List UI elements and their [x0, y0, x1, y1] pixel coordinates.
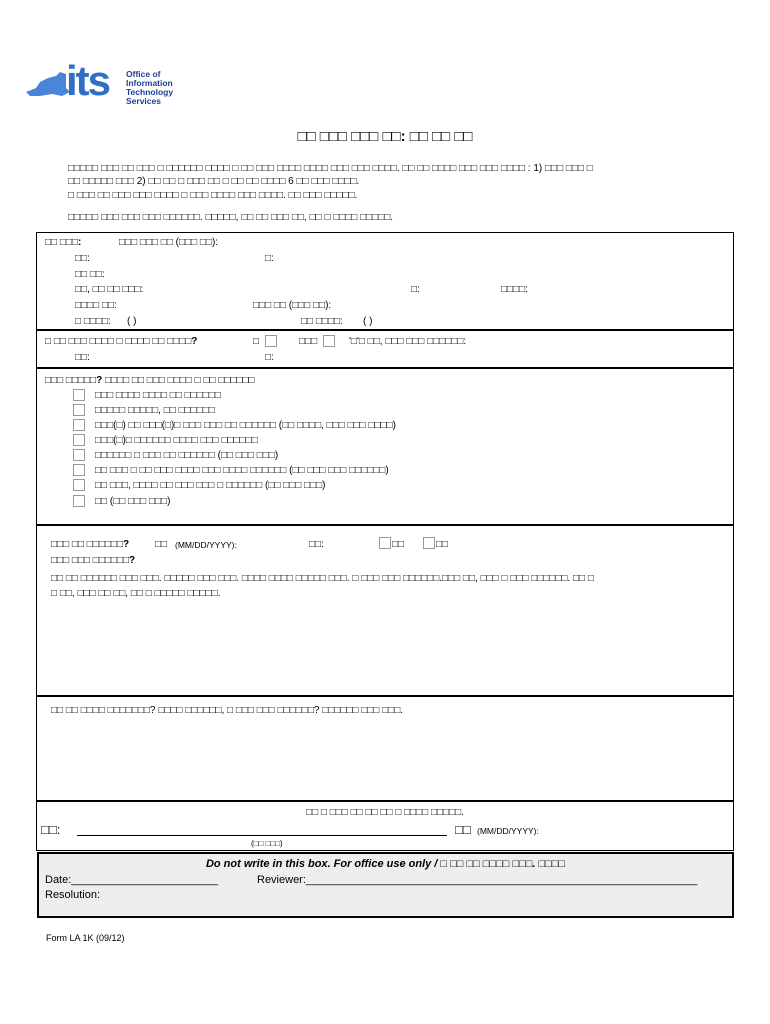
am-checkbox[interactable] — [379, 537, 391, 549]
reason-question: □□□ □□□□□? □□□□ □□ □□□ □□□□ □ □□ □□□□□□ — [45, 375, 255, 386]
yes-label: □ — [253, 336, 260, 347]
incident-date-label: □□ — [155, 539, 168, 550]
intro-line-2: □□ □□□□□ □□□ 2) □□ □□ □ □□□ □□ □ □□ □□ □□□□ 6 □□ □□□ □□□□. — [68, 176, 360, 187]
form-number: Form LA 1K (09/12) — [46, 933, 125, 943]
reason-option: □□□□□□ □ □□□ □□ □□□□□□ (□□ □□□ □□□) — [95, 450, 279, 461]
personal-info-section — [36, 232, 734, 330]
reason-option: □□ □□□, □□□□ □□ □□□ □□□ □ □□□□□□ (□□ □□□ □□□) — [95, 480, 326, 491]
zip-field[interactable]: □□□□: — [501, 284, 528, 295]
incident-time-label[interactable]: □□: — [309, 539, 324, 550]
yes-checkbox[interactable] — [265, 335, 277, 347]
pm-checkbox[interactable] — [423, 537, 435, 549]
signature-label: □□: — [41, 822, 61, 837]
reason-checkbox[interactable] — [73, 434, 85, 446]
description-line-2: □ □□, □□□ □□ □□, □□ □ □□□□□ □□□□□. — [51, 588, 221, 599]
description-textarea[interactable] — [47, 602, 723, 690]
no-checkbox[interactable] — [323, 335, 335, 347]
other-first-name-field[interactable]: □□: — [75, 352, 90, 363]
signature-line[interactable] — [77, 835, 447, 836]
no-label: □□□ — [299, 336, 318, 347]
new-york-state-icon — [22, 70, 72, 100]
first-name-field[interactable]: □□: — [75, 253, 90, 264]
office-date-field: Date:________________________ — [45, 874, 219, 886]
incident-date-format: (MM/DD/YYYY): — [175, 540, 237, 550]
reason-checkbox[interactable] — [73, 479, 85, 491]
primary-language-paren: ( ) — [127, 316, 137, 327]
reason-option: □□□□□ □□□□□, □□ □□□□□□ — [95, 405, 215, 416]
resolution-textarea[interactable] — [47, 721, 723, 797]
phone-field[interactable]: □□□□ □□: — [75, 300, 117, 311]
reason-option: □□□ □□□□ □□□□ □□ □□□□□□ — [95, 390, 221, 401]
secondary-language-paren: ( ) — [363, 316, 373, 327]
reason-checkbox[interactable] — [73, 449, 85, 461]
office-use-box — [37, 852, 734, 918]
secondary-language-field[interactable]: □□ □□□□: — [301, 316, 343, 327]
other-last-name-field[interactable]: □: — [265, 352, 274, 363]
state-field[interactable]: □: — [411, 284, 420, 295]
its-logo — [22, 57, 192, 112]
description-line-1: □□ □□ □□□□□□ □□□ □□□. □□□□□ □□□ □□□. □□□□ □□□□ □□□□□ □□□. □ □□□ □□□ □□□□□□.□□□ □□, □□□ □ □□□ □□□□□□. □□ □ — [51, 573, 594, 584]
logo-mark: its — [66, 57, 110, 104]
what-question: □□□ □□□ □□□□□□? — [51, 555, 136, 566]
when-question: □□□ □□ □□□□□□? — [51, 539, 130, 550]
primary-language-field[interactable]: □ □□□□: — [75, 316, 111, 327]
intro-line-3: □ □□□ □□ □□□ □□□ □□□□ □ □□□ □□□□ □□□ □□□□. □□ □□□ □□□□□. — [68, 190, 358, 201]
pm-label: □□ — [436, 539, 449, 550]
signature-date-label: □□ — [455, 822, 471, 837]
reason-checkbox[interactable] — [73, 495, 85, 507]
email-field[interactable]: □□□ □□ (□□□ □□): — [253, 300, 332, 311]
filing-for-self-section — [36, 330, 734, 368]
signature-section — [36, 801, 734, 851]
intro-line-4: □□□□□ □□□ □□□ □□□ □□□□□□. □□□□□, □□ □□ □□□ □□, □□ □ □□□□ □□□□□. — [68, 212, 394, 223]
signature-date-format: (MM/DD/YYYY): — [477, 826, 539, 836]
resolution-question: □□ □□ □□□□ □□□□□□□? □□□□ □□□□□□, □ □□□ □□□ □□□□□□? □□□□□□ □□□ □□□. — [51, 705, 404, 716]
confirm-statement: □□ □ □□□ □□ □□ □□ □ □□□□ □□□□□. — [306, 807, 464, 818]
signature-note: (□□ □□□) — [251, 839, 283, 848]
name-label: □□□ □□□ □□ (□□□ □□): — [119, 237, 219, 248]
reason-option: □□ (□□ □□□ □□□) — [95, 496, 171, 507]
office-use-heading: Do not write in this box. For office use only / □ □□ □□ □□□□ □□□. □□□□ — [205, 858, 566, 870]
if-no-label: '□'□ □□, □□□ □□□ □□□□□□: — [349, 336, 467, 347]
page-title: □□ □□□ □□□ □□: □□ □□ □□ — [297, 128, 473, 145]
self-question: □ □□ □□□ □□□□ □ □□□□ □□ □□□□? — [45, 336, 198, 347]
intro-line-1: □□□□□ □□□ □□ □□□ □ □□□□□□ □□□□ □ □□ □□□ □□□□ □□□□ □□□ □□□ □□□□. □□ □□ □□□□ □□□ □□□ □□□□ : 1) □□□ □□□ □ — [68, 163, 593, 174]
reason-checkbox[interactable] — [73, 464, 85, 476]
resolution-request-section — [36, 696, 734, 801]
city-field[interactable]: □□, □□ □□ □□□: — [75, 284, 144, 295]
reason-checkbox[interactable] — [73, 404, 85, 416]
section-heading: □□ □□□: — [45, 237, 82, 248]
am-label: □□ — [392, 539, 405, 550]
last-name-field[interactable]: □: — [265, 253, 274, 264]
complaint-reason-section — [36, 368, 734, 525]
incident-details-section — [36, 525, 734, 696]
reason-option: □□□(□)□ □□□□□□ □□□□ □□□ □□□□□□ — [95, 435, 258, 446]
street-field[interactable]: □□ □□: — [75, 269, 105, 280]
reason-option: □□□(□) □□ □□□(□)□ □□□ □□□ □□ □□□□□□ (□□ □□□□, □□□ □□□ □□□□) — [95, 420, 396, 431]
office-reviewer-field: Reviewer:________________________________________________________________ — [257, 874, 698, 886]
reason-checkbox[interactable] — [73, 419, 85, 431]
reason-option: □□ □□□ □ □□ □□□ □□□□ □□□ □□□□ □□□□□□ (□□ □□□ □□□ □□□□□□) — [95, 465, 389, 476]
logo-text: Office of Information Technology Services — [126, 69, 174, 106]
reason-checkbox[interactable] — [73, 389, 85, 401]
office-resolution-field: Resolution: — [45, 889, 101, 901]
